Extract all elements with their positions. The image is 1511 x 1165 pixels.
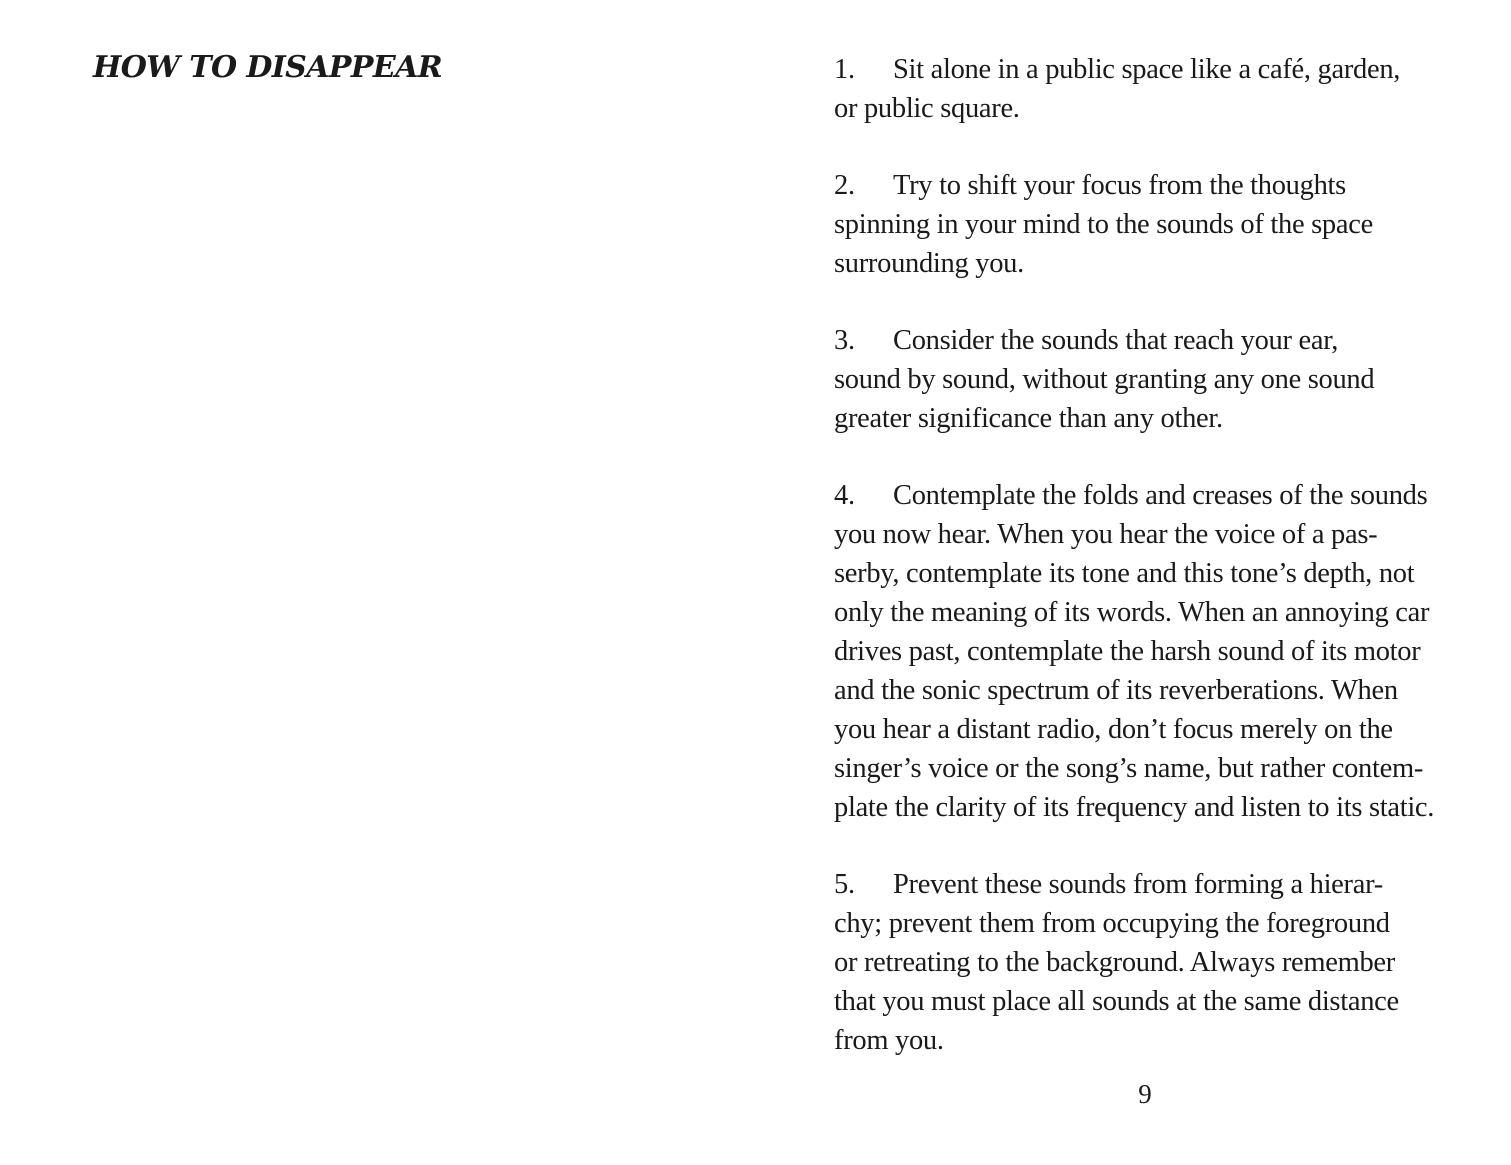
list-item (834, 476, 1459, 827)
page-number: 9 (1138, 1079, 1152, 1109)
step-text: Try to shift your focus from the thoughts spinning in your mind to the sounds of the space surrounding you. (834, 170, 1373, 279)
list-item (834, 321, 1459, 438)
list-item (834, 166, 1459, 283)
instruction-list (834, 50, 1459, 1060)
step-number: 4. (834, 480, 855, 511)
step-number: 2. (834, 170, 855, 201)
step-text: Prevent these sounds from forming a hierar- chy; prevent them from occupying the foreground or retreating to the background. Always remember that you must place all sounds at the same distance from you. (834, 869, 1399, 1056)
step-text: Sit alone in a public space like a café, garden, or public square. (834, 54, 1401, 124)
list-item (834, 50, 1459, 128)
page-title: HOW TO DISAPPEAR (93, 50, 443, 85)
step-number: 1. (834, 54, 855, 85)
list-item (834, 865, 1459, 1060)
step-number: 5. (834, 869, 855, 900)
step-number: 3. (834, 325, 855, 356)
step-text: Contemplate the folds and creases of the sounds you now hear. When you hear the voice of a pas- serby, contemplate its tone and this tone’s depth, not only the meaning of its words. When an annoying car drives past, contemplate the harsh sound of its motor and the sonic spectrum of its reverberations. When you hear a distant radio, don’t focus merely on the singer’s voice or the song’s name, but rather contem- plate the clarity of its frequency and listen to its static. (834, 480, 1435, 823)
step-text: Consider the sounds that reach your ear, sound by sound, without granting any one sound greater significance than any other. (834, 325, 1375, 434)
